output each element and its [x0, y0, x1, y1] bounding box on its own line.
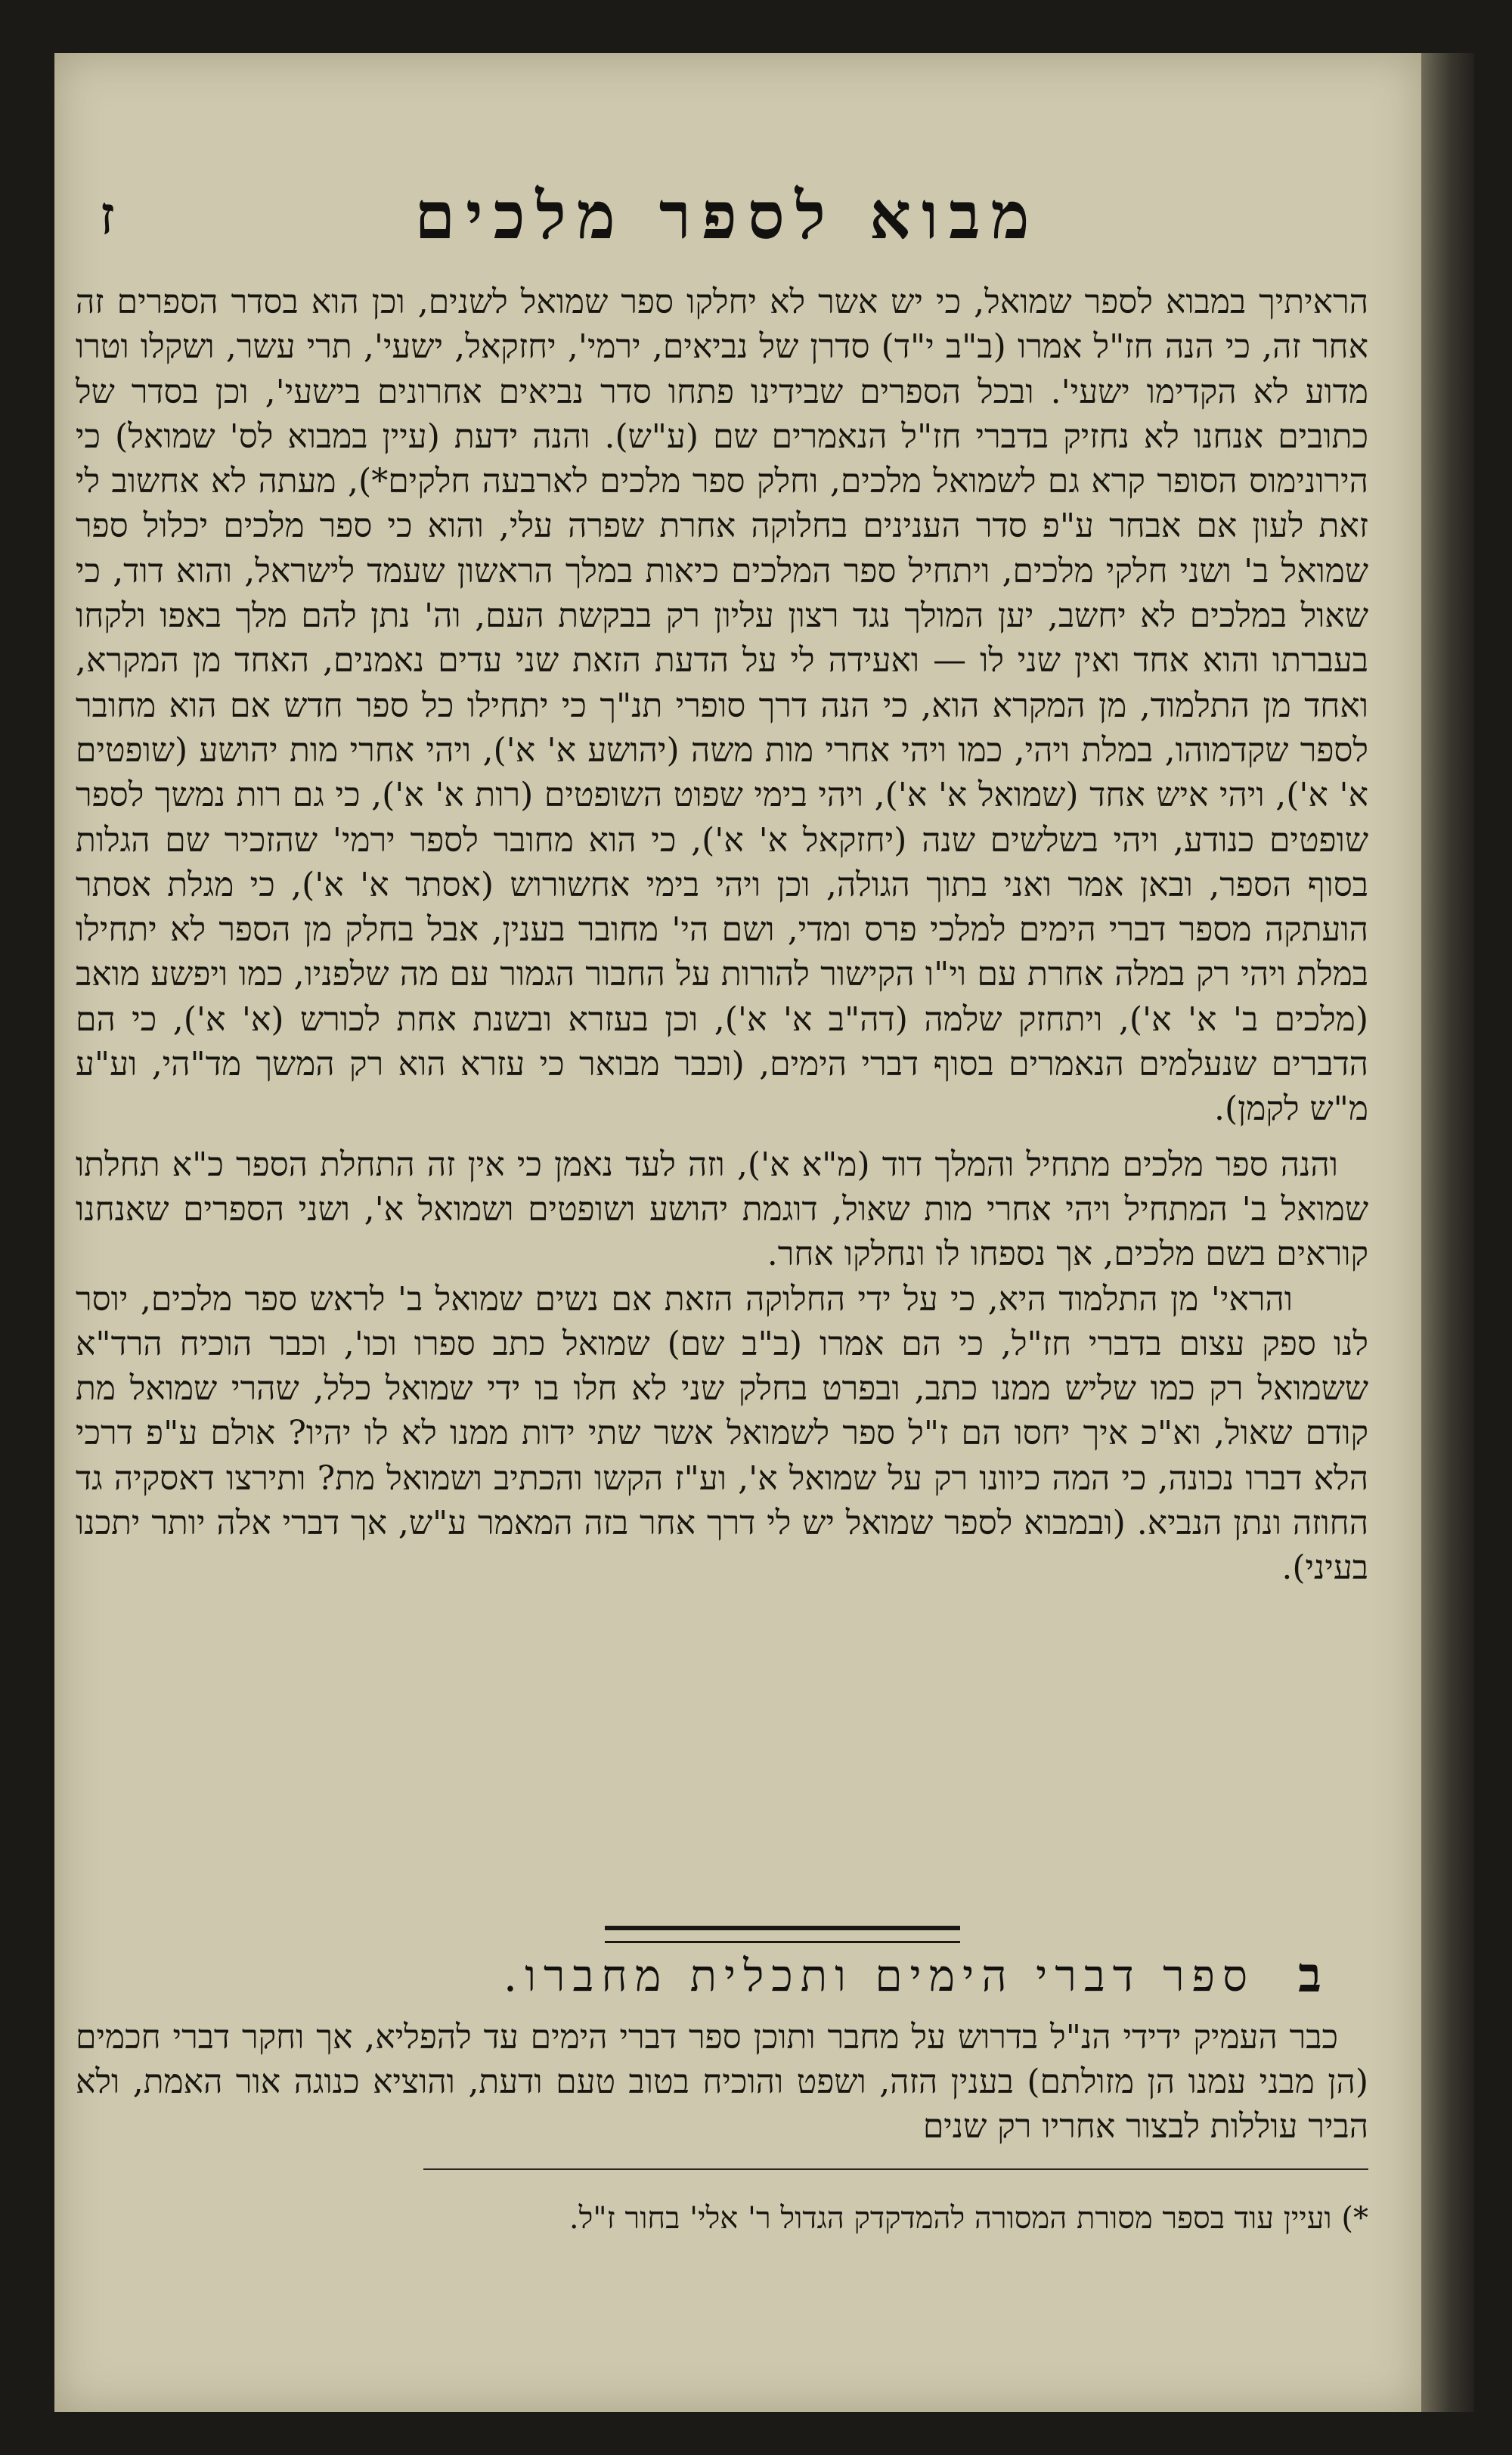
section-divider [605, 1926, 960, 1943]
paragraph-1: הראיתיך במבוא לספר שמואל, כי יש אשר לא יחלקו ספר שמואל לשנים, וכן הוא בסדר הספרים זה אחר זה, כי הנה חז"ל אמרו (ב"ב י"ד) סדרן של נביאים, ירמי', יחזקאל, ישעי', תרי עשר, ושקלו וטרו מדוע לא הקדימו ישעי'. ובכל הספרים שבידינו פתחו סדר נביאים אחרונים בישעי', וכן בסדר של כתובים אנחנו לא נחזיק בדברי חז"ל הנאמרים שם (ע"ש). והנה ידעת (עיין במבוא לס' שמואל) כי הירונימוס הסופר קרא גם לשמואל מלכים, וחלק ספר מלכים לארבעה חלקים*), מעתה לא אחשוב לי זאת לעון אם אבחר ע"פ סדר הענינים בחלוקה אחרת שפרה עלי, והוא כי ספר מלכים יכלול ספר שמואל ב' ושני חלקי מלכים, ויתחיל ספר המלכים כיאות במלך הראשון שעמד לישראל, והוא דוד, כי שאול במלכים לא יחשב, יען המולך נגד רצון עליון רק בבקשת העם, וה' נתן להם מלך באפו ולקחו בעברתו והוא אחד ואין שני לו — ואעידה לי על הדעת הזאת שני עדים נאמנים, האחד מן המקרא, ואחד מן התלמוד, מן המקרא הוא, כי הנה דרך סופרי תנ"ך כי יתחילו כל ספר חדש אם הוא מחובר לספר שקדמוהו, במלת ויהי, כמו ויהי אחרי מות משה (יהושע א' א'), ויהי אחרי מות יהושע (שופטים א' א'), ויהי איש אחד (שמואל א' א'), ויהי בימי שפוט השופטים (רות א' א'), כי גם רות נמשך לספר שופטים כנודע, ויהי בשלשים שנה (יחזקאל א' א'), כי הוא מחובר לספר ירמי' שהזכיר שם הגלות בסוף הספר, ובאן אמר ואני בתוך הגולה, וכן ויהי בימי אחשורוש (אסתר א' א'), כי מגלת אסתר הועתקה מספר דברי הימים למלכי פרס ומדי, ושם הי' מחובר בענין, אבל בחלק מן הספר לא יתחילו במלת ויהי רק במלה אחרת עם וי"ו הקישור להורות על החבור הגמור עם מה שלפניו, כמו ויפשע מואב (מלכים ב' א' א'), ויתחזק שלמה (דה"ב א' א'), וכן בעזרא ובשנת אחת לכורש (א' א'), כי הם הדברים שנעלמים הנאמרים בסוף דברי הימים, (וכבר מבואר כי עזרא הוא רק המשך מד"הי, וע"ע מ"ש לקמן). [76, 283, 1368, 1129]
paragraph-2: והנה ספר מלכים מתחיל והמלך דוד (מ"א א'), וזה לעד נאמן כי אין זה התחלת הספר כ"א תחלתו שמואל ב' המתחיל ויהי אחרי מות שאול, דוגמת יהושע ושופטים ושמואל א', ושני הספרים שאנחנו קוראים בשם מלכים, אך נספחו לו ונחלקו אחר. [76, 1145, 1368, 1274]
page-edge [1421, 53, 1474, 2412]
section-heading [121, 1947, 1361, 2007]
page-header [85, 178, 1370, 261]
paragraph-3: והראי' מן התלמוד היא, כי על ידי החלוקה הזאת אם נשים שמואל ב' לראש ספר מלכים, יוסר לנו ספק עצום בדברי חז"ל, כי הם אמרו (ב"ב שם) שמואל כתב ספרו וכו', וכבר הוכיח הרד"א ששמואל רק כמו שליש ממנו כתב, ובפרט בחלק שני לא חלו בו ידי שמואל כלל, שהרי שמואל מת קודם שאול, וא"כ איך יחסו הם ז"ל ספר לשמואל אשר שתי ידות ממנו לא לו יהיו? אולם ע"פ דרכי הלא דברו נכונה, כי המה כיוונו רק על שמואל א', וע"ז הקשו והכתיב ושמואל מת? ותירצו דאסקיה גד החוזה ונתן הנביא. (ובמבוא לספר שמואל יש לי דרך אחר בזה המאמר ע"ש, אך דברי אלה יותר יתכנו בעיני). [76, 1279, 1368, 1588]
section-letter: ב [1298, 1947, 1321, 2004]
section-paragraph: כבר העמיק ידידי הנ"ל בדרוש על מחבר ותוכן ספר דברי הימים עד להפליא, אך וחקר דברי חכמים (הן מבני עמנו הן מזולתם) בענין הזה, ושפט והוכיח בטוב טעם ודעת, והוציא כנוגה אור האמת, ולא הביר עוללות לבצור אחריו רק שנים [76, 2018, 1368, 2146]
main-text [76, 280, 1368, 1591]
footnote-divider [423, 2168, 1368, 2170]
footnote: *) ועיין עוד בספר מסורת המסורה להמדקדק הגדול ר' אלי' בחור ז"ל. [569, 2201, 1368, 2236]
page-number: ז [100, 184, 115, 246]
page-title: מבוא לספר מלכים [414, 178, 1040, 254]
section-body [76, 2015, 1368, 2149]
section-title: ספר דברי הימים ותכלית מחברו. [503, 1950, 1255, 2001]
